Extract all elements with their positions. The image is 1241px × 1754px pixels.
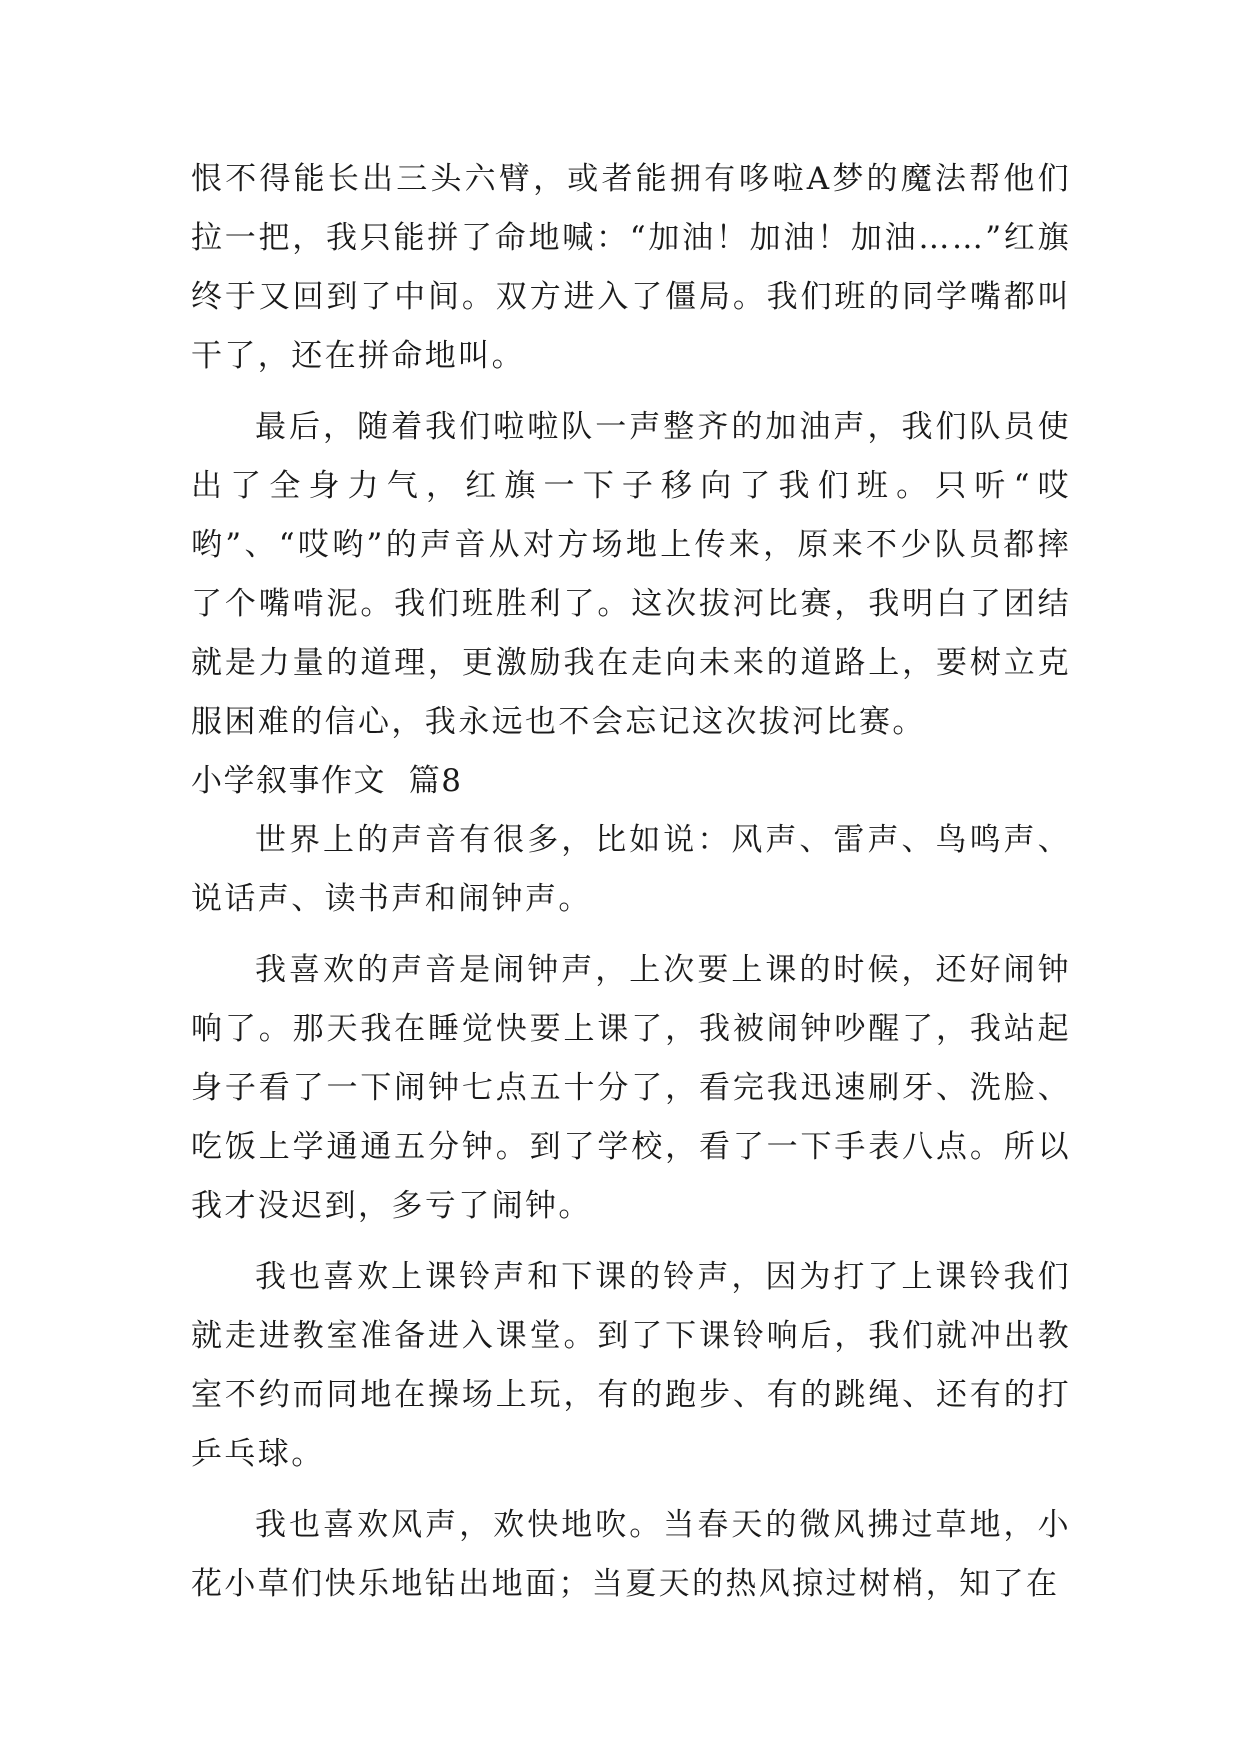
paragraph-4: 我喜欢的声音是闹钟声，上次要上课的时候，还好闹钟响了。那天我在睡觉快要上课了，我被闹钟吵醒了，我站起身子看了一下闹钟七点五十分了，看完我迅速刷牙、洗脸、吃饭上学通通五分钟。到了学校，看了一下手表八点。所以我才没迟到，多亏了闹钟。 xyxy=(191,952,1071,1224)
paragraph-3: 世界上的声音有很多，比如说：风声、雷声、鸟鸣声、说话声、读书声和闹钟声。 xyxy=(191,822,1071,917)
paragraph-6: 我也喜欢风声，欢快地吹。当春天的微风拂过草地，小花小草们快乐地钻出地面；当夏天的热风掠过树梢，知了在 xyxy=(191,1507,1071,1602)
section-heading: 小学叙事作文 篇8 xyxy=(191,763,463,799)
paragraph-1: 恨不得能长出三头六臂，或者能拥有哆啦A梦的魔法帮他们拉一把，我只能拼了命地喊：“加油！加油！加油……”红旗终于又回到了中间。双方进入了僵局。我们班的同学嘴都叫干了，还在拼命地叫。 xyxy=(191,161,1071,374)
paragraph-2: 最后，随着我们啦啦队一声整齐的加油声，我们队员使出了全身力气，红旗一下子移向了我们班。只听“哎哟”、“哎哟”的声音从对方场地上传来，原来不少队员都摔了个嘴啃泥。我们班胜利了。这次拔河比赛，我明白了团结就是力量的道理，更激励我在走向未来的道路上，要树立克服困难的信心，我永远也不会忘记这次拔河比赛。 xyxy=(191,409,1071,740)
paragraph-5: 我也喜欢上课铃声和下课的铃声，因为打了上课铃我们就走进教室准备进入课堂。到了下课铃响后，我们就冲出教室不约而同地在操场上玩，有的跑步、有的跳绳、还有的打乒乓球。 xyxy=(191,1259,1071,1472)
document-body xyxy=(191,150,1071,1614)
